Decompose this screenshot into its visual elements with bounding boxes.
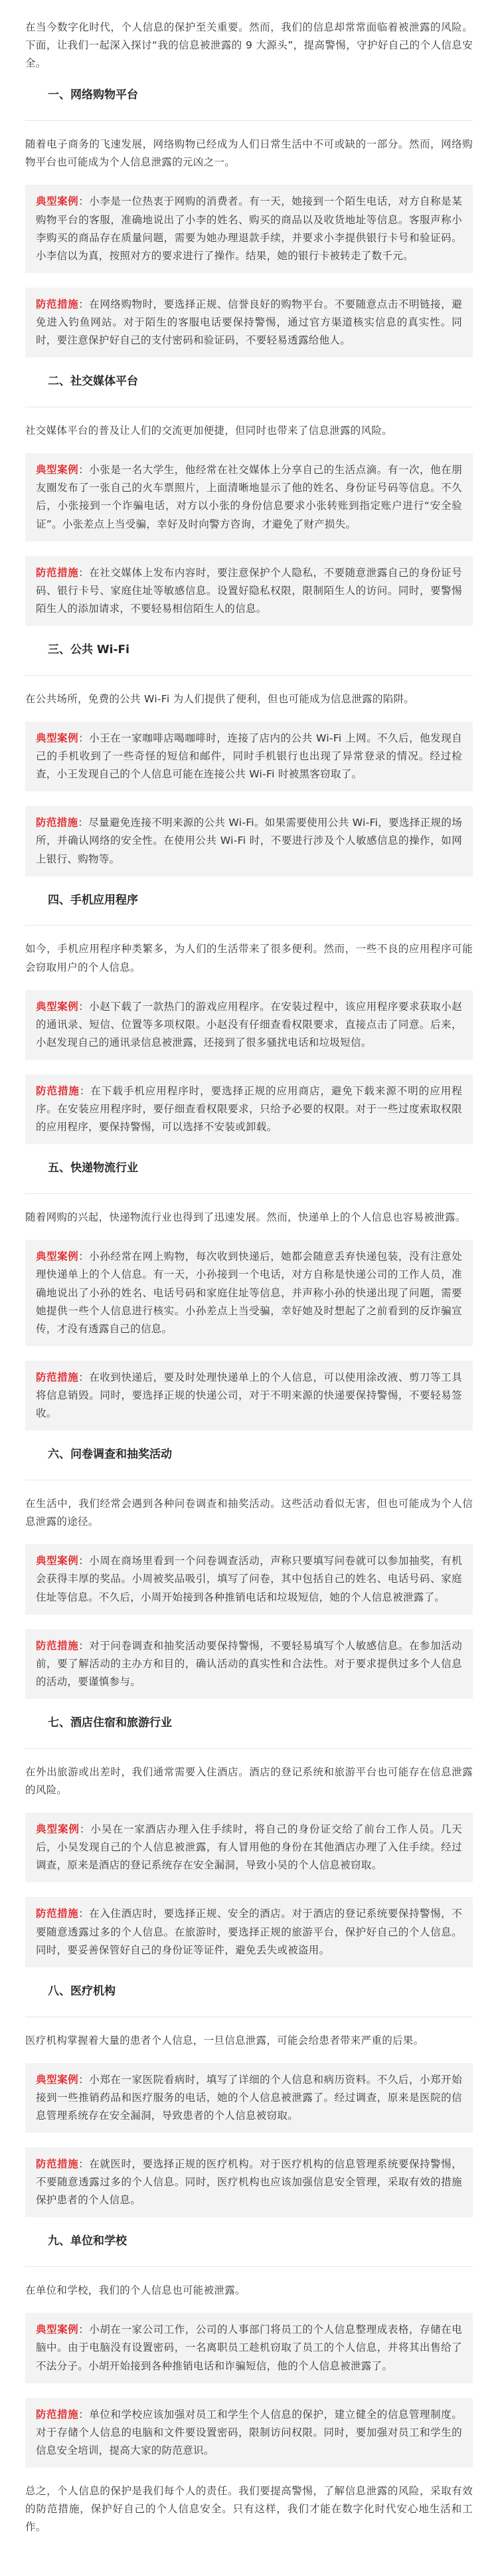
- section-desc: 随着电子商务的飞速发展，网络购物已经成为人们日常生活中不可或缺的一部分。然而，网络购物平台也可能成为个人信息泄露的元凶之一。: [25, 138, 473, 169]
- measure-text: ：单位和学校应该加强对员工和学生个人信息的保护，建立健全的信息管理制度。对于存储个人信息的电脑和文件要设置密码，限制访问权限。同时，要加强对员工和学生的信息安全培训，提高大家的防范意识。: [36, 2408, 462, 2456]
- case-label: 典型案例: [36, 1000, 79, 1013]
- case-label: 典型案例: [36, 1823, 80, 1835]
- measure-box: [25, 2147, 473, 2217]
- measure-text: ：在收到快递后，要及时处理快递单上的个人信息，可以使用涂改液、剪刀等工具将信息销毁。同时，要选择正规的快递公司，对于不明来源的快递要保持警惕，不要轻易签收。: [36, 1371, 462, 1420]
- measure-label: 防范措施: [36, 566, 79, 579]
- intro-paragraph: 在当今数字化时代，个人信息的保护至关重要。然而，我们的信息却常常面临着被泄露的风险。下面，让我们一起深入探讨“我的信息被泄露的 9 大源头”，提高警惕，守护好自己的个人信息安全。: [25, 21, 473, 70]
- measure-label: 防范措施: [36, 1908, 79, 1920]
- measure-label: 防范措施: [36, 1085, 80, 1097]
- section-desc: 在公共场所，免费的公共 Wi-Fi 为人们提供了便利，但也可能成为信息泄露的陷阱。: [25, 692, 415, 705]
- case-text: ：小吴在一家酒店办理入住手续时，将自己的身份证交给了前台工作人员。几天后，小吴发现自己的个人信息被泄露，有人冒用他的身份在其他酒店办理了入住手续。经过调查，原来是酒店的登记系统存在安全漏洞，导致小吴的个人信息被窃取。: [36, 1823, 462, 1872]
- section-7: [25, 1714, 473, 1967]
- measure-label: 防范措施: [36, 1639, 79, 1652]
- case-box: [25, 2313, 473, 2383]
- section-desc: 社交媒体平台的普及让人们的交流更加便捷，但同时也带来了信息泄露的风险。: [25, 425, 393, 437]
- section-title: 六、问卷调查和抽奖活动: [48, 1448, 172, 1462]
- measure-label: 防范措施: [36, 817, 78, 829]
- section-desc: 在生活中，我们经常会遇到各种问卷调查和抽奖活动。这些活动看似无害，但也可能成为个人信息泄露的途径。: [25, 1498, 473, 1528]
- article: [25, 19, 473, 2536]
- section-divider: [25, 925, 473, 926]
- measure-box: [25, 1074, 473, 1144]
- closing-paragraph: 总之，个人信息的保护是我们每个人的责任。我们要提高警惕，了解信息泄露的风险，采取有效的防范措施，保护好自己的个人信息安全。只有这样，我们才能在数字化时代安心地生活和工作。: [25, 2485, 473, 2533]
- measure-text: ：尽量避免连接不明来源的公共 Wi-Fi。如果需要使用公共 Wi-Fi，要选择正规的场所，并确认网络的安全性。在使用公共 Wi-Fi 时，不要进行涉及个人敏感信息的操作，如网上银行、购物等。: [36, 817, 463, 865]
- section-6: [25, 1445, 473, 1699]
- section-title: 一、网络购物平台: [48, 88, 138, 102]
- section-title: 七、酒店住宿和旅游行业: [48, 1716, 172, 1730]
- section-title: 二、社交媒体平台: [48, 375, 138, 389]
- measure-box: [25, 1629, 473, 1699]
- measure-box: [25, 1361, 473, 1431]
- section-title: 三、公共 Wi-Fi: [48, 643, 129, 656]
- measure-box: [25, 288, 473, 357]
- section-3: [25, 641, 473, 876]
- measure-box: [25, 806, 473, 876]
- section-5: [25, 1159, 473, 1431]
- case-box: [25, 1240, 473, 1346]
- case-label: 典型案例: [36, 2073, 79, 2086]
- measure-box: [25, 1897, 473, 1967]
- measure-box: [25, 2398, 473, 2468]
- case-text: ：小周在商场里看到一个问卷调查活动，声称只要填写问卷就可以参加抽奖，有机会获得丰厚的奖品。小周被奖品吸引，填写了问卷，其中包括自己的姓名、电话号码、家庭住址等信息。不久后，小周开始接到各种推销电话和垃圾短信，她的个人信息被泄露了。: [36, 1555, 462, 1603]
- case-text: ：小郑在一家医院看病时，填写了详细的个人信息和病历资料。不久后，小郑开始接到一些推销药品和医疗服务的电话，她的个人信息被泄露了。经过调查，原来是医院的信息管理系统存在安全漏洞，导致患者的个人信息被窃取。: [36, 2073, 462, 2122]
- section-title: 五、快递物流行业: [48, 1161, 138, 1175]
- case-box: [25, 1544, 473, 1614]
- case-label: 典型案例: [36, 1555, 79, 1567]
- measure-text: ：对于问卷调查和抽奖活动要保持警惕，不要轻易填写个人敏感信息。在参加活动前，要了解活动的主办方和目的，确认活动的真实性和合法性。对于要求提供过多个人信息的活动，要谨慎参与。: [36, 1639, 462, 1688]
- case-text: ：小赵下载了一款热门的游戏应用程序。在安装过程中，该应用程序要求获取小赵的通讯录、短信、位置等多项权限。小赵没有仔细查看权限要求，直接点击了同意。后来，小赵发现自己的通讯录信息被泄露，还接到了很多骚扰电话和垃圾短信。: [36, 1000, 462, 1048]
- case-box: [25, 990, 473, 1060]
- section-title: 四、手机应用程序: [48, 893, 138, 907]
- section-divider: [25, 2266, 473, 2267]
- case-text: ：小孙经常在网上购物，每次收到快递后，她都会随意丢弃快递包装，没有注意处理快递单上的个人信息。有一天，小孙接到一个电话，对方自称是快递公司的工作人员，准确地说出了小孙的姓名、电话号码和家庭住址等信息，并声称小孙的快递出现了问题，需要她提供一些个人信息进行核实。小孙差点上当受骗，幸好她及时想起了之前看到的反诈骗宣传，才没有透露自己的信息。: [36, 1250, 462, 1335]
- section-divider: [25, 675, 473, 676]
- section-divider: [25, 1748, 473, 1749]
- case-label: 典型案例: [36, 2324, 79, 2336]
- measure-label: 防范措施: [36, 1371, 79, 1383]
- measure-label: 防范措施: [36, 2158, 79, 2170]
- section-divider: [25, 120, 473, 121]
- section-desc: 如今，手机应用程序种类繁多，为人们的生活带来了很多便利。然而，一些不良的应用程序可能会窃取用户的个人信息。: [25, 943, 473, 973]
- case-box: [25, 722, 473, 791]
- case-box: [25, 1813, 473, 1882]
- case-text: ：小张是一名大学生，他经常在社交媒体上分享自己的生活点滴。有一次，他在朋友圈发布了一张自己的火车票照片，上面清晰地显示了他的姓名、身份证号码等信息。不久后，小张接到一个诈骗电话，对方以小张的身份信息要求小张转账到指定账户进行“安全验证”。小张差点上当受骗，幸好及时向警方咨询，才避免了财产损失。: [36, 464, 462, 530]
- section-title: 八、医疗机构: [48, 1984, 116, 1998]
- case-box: [25, 453, 473, 542]
- section-desc: 在外出旅游或出差时，我们通常需要入住酒店。酒店的登记系统和旅游平台也可能存在信息泄露的风险。: [25, 1765, 473, 1796]
- section-1: [25, 86, 473, 357]
- section-8: [25, 1982, 473, 2218]
- measure-box: [25, 556, 473, 626]
- measure-label: 防范措施: [36, 298, 79, 310]
- case-text: ：小李是一位热衷于网购的消费者。有一天，她接到一个陌生电话，对方自称是某购物平台的客服，准确地说出了小李的姓名、购买的商品以及收货地址等信息。客服声称小李购买的商品存在质量问题，需要为她办理退款手续，并要求小李提供银行卡号和验证码。小李信以为真，按照对方的要求进行了操作。结果，她的银行卡被转走了数千元。: [36, 195, 462, 262]
- case-label: 典型案例: [36, 464, 79, 476]
- section-divider: [25, 1193, 473, 1194]
- measure-text: ：在网络购物时，要选择正规、信誉良好的购物平台。不要随意点击不明链接，避免进入钓鱼网站。对于陌生的客服电话要保持警惕，通过官方渠道核实信息的真实性。同时，要注意保护好自己的支付密码和验证码，不要轻易透露给他人。: [36, 298, 462, 347]
- measure-text: ：在下载手机应用程序时，要选择正规的应用商店，避免下载来源不明的应用程序。在安装应用程序时，要仔细查看权限要求，只给予必要的权限。对于一些过度索取权限的应用程序，要保持警惕，可以选择不安装或卸载。: [36, 1085, 462, 1134]
- case-label: 典型案例: [36, 732, 79, 744]
- case-text: ：小胡在一家公司工作，公司的人事部门将员工的个人信息整理成表格，存储在电脑中。由于电脑没有设置密码，一名离职员工趁机窃取了员工的个人信息，并将其出售给了不法分子。小胡开始接到各种推销电话和诈骗短信，他的个人信息被泄露了。: [36, 2324, 462, 2372]
- section-title: 九、单位和学校: [48, 2234, 127, 2248]
- section-2: [25, 372, 473, 626]
- section-4: [25, 891, 473, 1145]
- case-label: 典型案例: [36, 1250, 79, 1263]
- case-label: 典型案例: [36, 195, 79, 208]
- section-desc: 医疗机构掌握着大量的患者个人信息，一旦信息泄露，可能会给患者带来严重的后果。: [25, 2034, 424, 2046]
- case-box: [25, 185, 473, 273]
- measure-label: 防范措施: [36, 2408, 79, 2421]
- case-text: ：小王在一家咖啡店喝咖啡时，连接了店内的公共 Wi-Fi 上网。不久后，他发现自己的手机收到了一些奇怪的短信和邮件，同时手机银行也出现了异常登录的情况。经过检查，小王发现自己的个人信息可能在连接公共 Wi-Fi 时被黑客窃取了。: [36, 732, 462, 781]
- measure-text: ：在社交媒体上发布内容时，要注意保护个人隐私，不要随意泄露自己的身份证号码、银行卡号、家庭住址等敏感信息。设置好隐私权限，限制陌生人的访问。同时，要警惕陌生人的添加请求，不要轻易相信陌生人的信息。: [36, 566, 462, 615]
- section-9: [25, 2232, 473, 2468]
- measure-text: ：在入住酒店时，要选择正规、安全的酒店。对于酒店的登记系统要保持警惕，不要随意透露过多的个人信息。在旅游时，要选择正规的旅游平台，保护好自己的个人信息。同时，要妥善保管好自己的身份证等证件，避免丢失或被盗用。: [36, 1908, 462, 1956]
- case-box: [25, 2063, 473, 2133]
- measure-text: ：在就医时，要选择正规的医疗机构。对于医疗机构的信息管理系统要保持警惕，不要随意透露过多的个人信息。同时，医疗机构也应该加强信息安全管理，采取有效的措施保护患者的个人信息。: [36, 2158, 462, 2207]
- section-desc: 随着网购的兴起，快递物流行业也得到了迅速发展。然而，快递单上的个人信息也容易被泄露。: [25, 1211, 466, 1224]
- section-desc: 在单位和学校，我们的个人信息也可能被泄露。: [25, 2284, 246, 2297]
